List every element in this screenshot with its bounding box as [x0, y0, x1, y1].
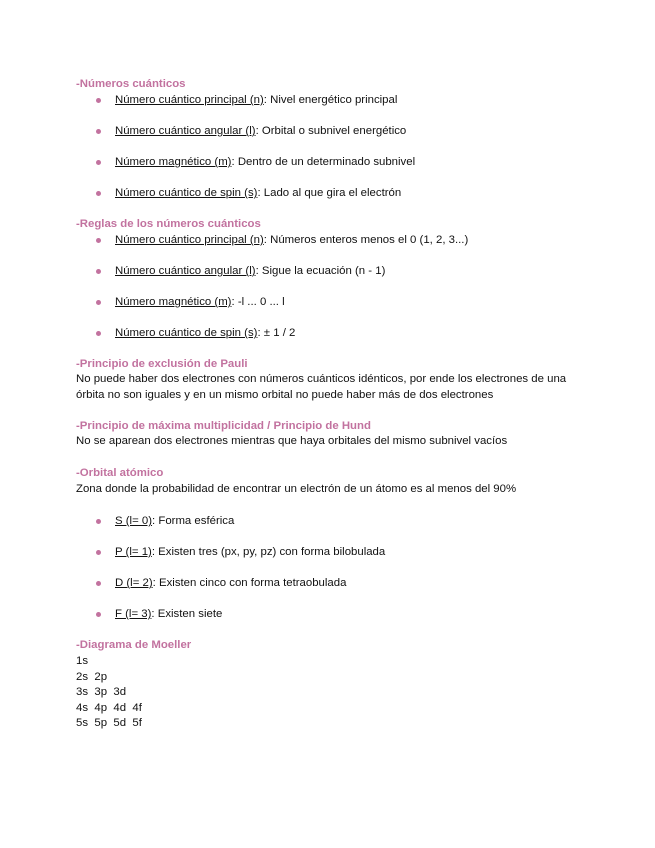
bullet-dot-icon: [96, 581, 101, 586]
description: : Orbital o subnivel energético: [255, 125, 407, 137]
bullet-dot-icon: [96, 160, 101, 165]
bullet-dot-icon: [96, 98, 101, 103]
term: Número cuántico de spin (s): [115, 327, 258, 339]
description: : Existen cinco con forma tetraobulada: [152, 577, 347, 589]
section-heading-pauli: -Principio de exclusión de Pauli: [76, 358, 248, 370]
term: F (l= 3): [115, 608, 152, 620]
term: P (l= 1): [115, 546, 152, 558]
bullet-dot-icon: [96, 612, 101, 617]
bullet-dot-icon: [96, 238, 101, 243]
description: : -l ... 0 ... l: [231, 296, 285, 308]
bullet-dot-icon: [96, 300, 101, 305]
description: : Existen siete: [151, 608, 223, 620]
section-heading-numeros-cuanticos: -Números cuánticos: [76, 78, 186, 90]
moeller-row: 3s 3p 3d: [76, 686, 127, 698]
description: : Lado al que gira el electrón: [257, 187, 402, 199]
term: Número cuántico angular (l): [115, 265, 256, 277]
description: : Forma esférica: [152, 515, 235, 527]
term: Número magnético (m): [115, 156, 232, 168]
section-heading-moeller: -Diagrama de Moeller: [76, 639, 192, 651]
paragraph-orbital: Zona donde la probabilidad de encontrar un electrón de un átomo es al menos del 90%: [76, 483, 517, 495]
description: : Existen tres (px, py, pz) con forma bilobulada: [151, 546, 386, 558]
bullet-dot-icon: [96, 191, 101, 196]
term: S (l= 0): [115, 515, 153, 527]
moeller-row: 4s 4p 4d 4f: [76, 701, 142, 714]
paragraph-hund: No se aparean dos electrones mientras que haya orbitales del mismo subnivel vacíos: [76, 435, 508, 447]
bullet-dot-icon: [96, 519, 101, 524]
bullet-dot-icon: [96, 331, 101, 336]
term: D (l= 2): [115, 577, 153, 589]
term: Número cuántico angular (l): [115, 125, 256, 137]
term: Número magnético (m): [115, 296, 232, 308]
moeller-row: 2s 2p: [76, 670, 108, 683]
term: Número cuántico de spin (s): [115, 187, 258, 199]
bullet-dot-icon: [96, 129, 101, 134]
term: Número cuántico principal (n): [115, 94, 264, 106]
section-heading-hund: -Principio de máxima multiplicidad / Principio de Hund: [76, 420, 371, 432]
description: : ± 1 / 2: [257, 327, 296, 339]
description: : Sigue la ecuación (n - 1): [255, 265, 386, 277]
paragraph-pauli: No puede haber dos electrones con números cuánticos idénticos, por ende los electrones de una órbita no son iguales y en un mismo orbital no puede haber más de dos electrones: [76, 373, 567, 401]
section-heading-orbital: -Orbital atómico: [76, 467, 164, 479]
moeller-row: 5s 5p 5d 5f: [76, 717, 142, 729]
bullet-dot-icon: [96, 550, 101, 555]
description: : Nivel energético principal: [263, 94, 398, 106]
section-heading-reglas: -Reglas de los números cuánticos: [76, 218, 261, 230]
term: Número cuántico principal (n): [115, 234, 264, 246]
description: : Dentro de un determinado subnivel: [231, 156, 416, 168]
bullet-dot-icon: [96, 269, 101, 274]
description: : Números enteros menos el 0 (1, 2, 3...): [263, 234, 469, 246]
moeller-row: 1s: [76, 655, 89, 667]
